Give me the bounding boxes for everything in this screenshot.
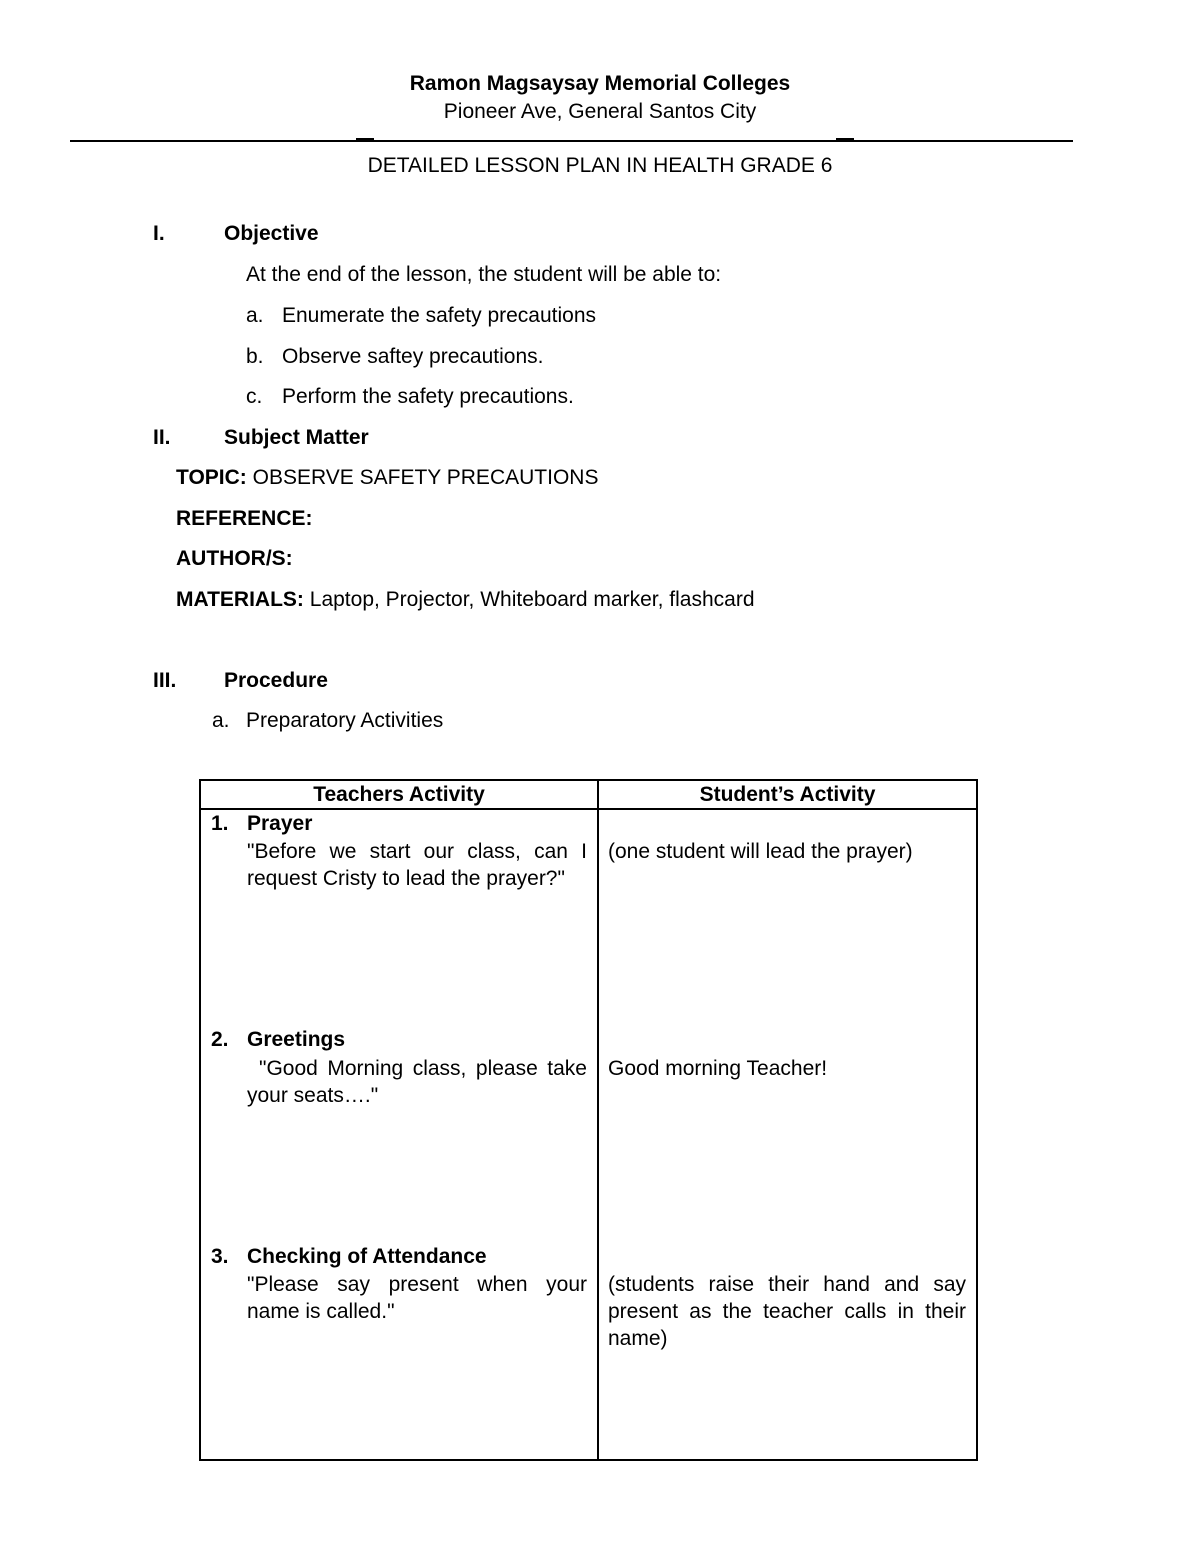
- section-numeral: III.: [153, 669, 177, 692]
- college-address: Pioneer Ave, General Santos City: [443, 100, 757, 123]
- table-row-number: 3.: [211, 1245, 229, 1268]
- topic-line: [176, 466, 598, 490]
- objective-item-marker: b.: [246, 345, 264, 368]
- table-header-student: Student’s Activity: [699, 783, 876, 806]
- objective-item-marker: a.: [246, 304, 264, 327]
- section-numeral: I.: [153, 222, 165, 245]
- teacher-activity-text: "Please say present when your name is called.": [247, 1273, 587, 1323]
- procedure-sub-heading: Preparatory Activities: [246, 709, 444, 732]
- section-heading-procedure: Procedure: [224, 669, 328, 692]
- topic-label: TOPIC:: [176, 466, 247, 489]
- student-activity-text: (students raise their hand and say present as the teacher calls in their name): [608, 1273, 966, 1350]
- teacher-activity-text: "Good Morning class, please take your seats….": [247, 1057, 587, 1107]
- objective-intro: At the end of the lesson, the student will be able to:: [246, 263, 722, 286]
- document-title: DETAILED LESSON PLAN IN HEALTH GRADE 6: [367, 154, 833, 177]
- section-heading-subject-matter: Subject Matter: [224, 426, 369, 449]
- table-column-divider: [597, 779, 599, 1461]
- table-row-title: Greetings: [247, 1028, 346, 1051]
- materials-label: MATERIALS:: [176, 588, 304, 611]
- table-header-teacher: Teachers Activity: [313, 783, 485, 806]
- header-divider-tick: [836, 138, 854, 140]
- objective-item-marker: c.: [246, 385, 263, 408]
- materials-line: [176, 588, 755, 612]
- section-heading-objective: Objective: [224, 222, 319, 245]
- student-activity-text: (one student will lead the prayer): [608, 840, 913, 863]
- materials-value: Laptop, Projector, Whiteboard marker, flashcard: [303, 588, 755, 611]
- table-row-title: Checking of Attendance: [247, 1245, 487, 1268]
- table-header-divider: [199, 808, 978, 810]
- author-label: AUTHOR/S:: [176, 547, 293, 570]
- objective-item: Observe saftey precautions.: [282, 345, 544, 368]
- objective-item: Enumerate the safety precautions: [282, 304, 597, 327]
- table-row-title: Prayer: [247, 812, 313, 835]
- procedure-sub-marker: a.: [212, 709, 230, 732]
- college-name: Ramon Magsaysay Memorial Colleges: [409, 72, 791, 95]
- table-row-number: 2.: [211, 1028, 229, 1051]
- section-numeral: II.: [153, 426, 171, 449]
- objective-item: Perform the safety precautions.: [282, 385, 574, 408]
- teacher-activity-text: "Before we start our class, can I request Cristy to lead the prayer?": [247, 840, 587, 890]
- topic-value: OBSERVE SAFETY PRECAUTIONS: [246, 466, 599, 489]
- student-activity-text: Good morning Teacher!: [608, 1057, 828, 1080]
- header-divider: [70, 140, 1073, 142]
- header-divider-tick: [356, 138, 374, 140]
- reference-label: REFERENCE:: [176, 507, 313, 530]
- table-row-number: 1.: [211, 812, 229, 835]
